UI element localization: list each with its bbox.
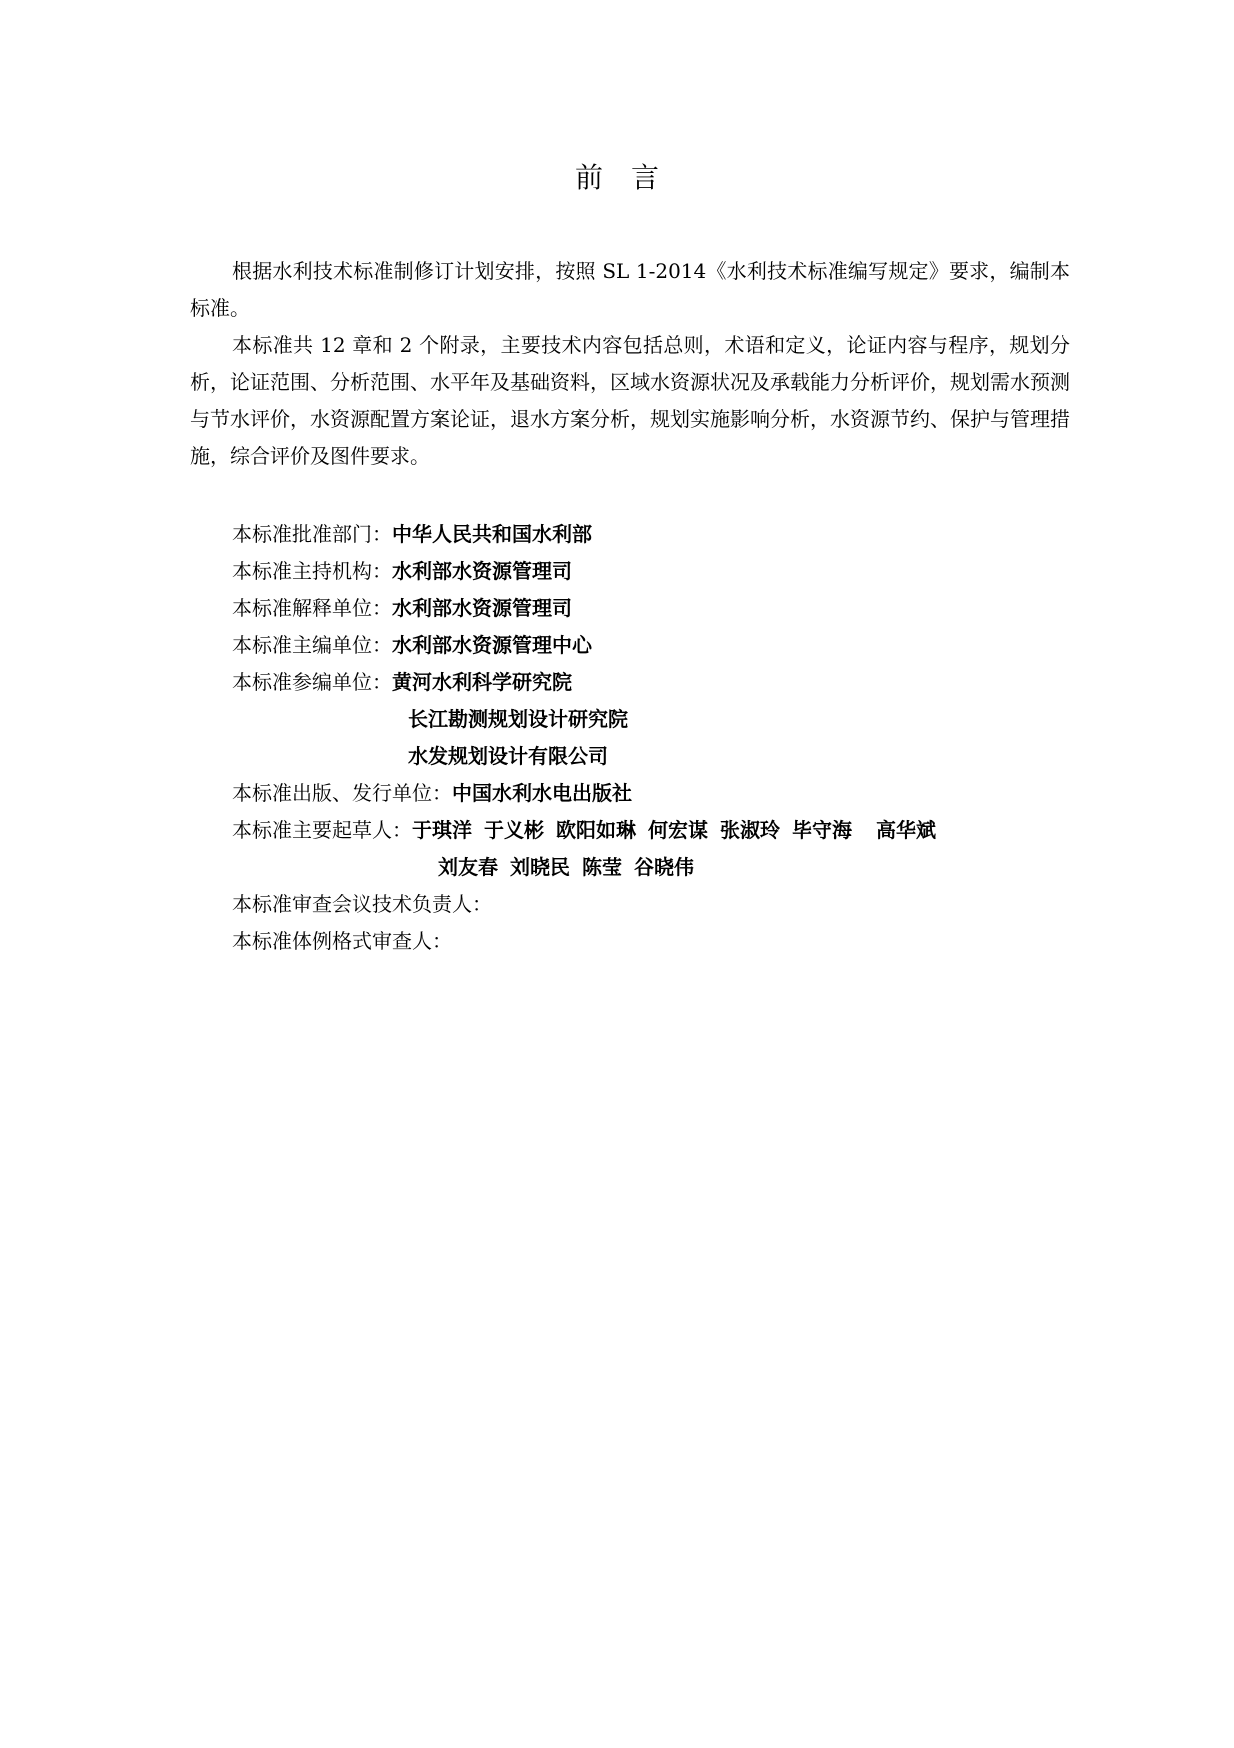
- drafter-name: 谷晓伟: [634, 855, 694, 879]
- paragraph-1: 根据水利技术标准制修订计划安排，按照 SL 1-2014《水利技术标准编写规定》要求，编制本标准。: [190, 259, 1070, 320]
- drafter-name: 张淑玲: [720, 818, 780, 842]
- participants-row-3: [232, 738, 1112, 775]
- interpret-value: 水利部水资源管理司: [392, 596, 572, 620]
- chief-label: 本标准主编单位：: [232, 633, 392, 657]
- drafter-name: 高华斌: [876, 818, 936, 842]
- drafter-name: 欧阳如琳: [556, 818, 636, 842]
- publisher-value: 中国水利水电出版社: [452, 781, 632, 805]
- participant-2: 长江勘测规划设计研究院: [408, 707, 628, 731]
- drafters-label: 本标准主要起草人：: [232, 818, 412, 842]
- review-format-label: 本标准体例格式审查人：: [232, 929, 452, 953]
- review-tech-label: 本标准审查会议技术负责人：: [232, 892, 492, 916]
- participant-1: 黄河水利科学研究院: [392, 670, 572, 694]
- participants-row-2: [232, 701, 1112, 738]
- drafter-name: 于义彬: [484, 818, 544, 842]
- host-label: 本标准主持机构：: [232, 559, 392, 583]
- approval-label: 本标准批准部门：: [232, 522, 392, 546]
- drafter-name: 于琪洋: [412, 818, 472, 842]
- chief-value: 水利部水资源管理中心: [392, 633, 592, 657]
- participants-row: [232, 664, 1112, 701]
- participant-3: 水发规划设计有限公司: [408, 744, 608, 768]
- chief-row: [232, 627, 1112, 664]
- drafter-name: 刘友春: [438, 855, 498, 879]
- drafter-name: 何宏谋: [648, 818, 708, 842]
- drafter-name: 刘晓民: [510, 855, 570, 879]
- publisher-label: 本标准出版、发行单位：: [232, 781, 452, 805]
- host-value: 水利部水资源管理司: [392, 559, 572, 583]
- drafter-name: 陈莹: [582, 855, 622, 879]
- drafters-row-2: [232, 849, 1112, 886]
- interpret-label: 本标准解释单位：: [232, 596, 392, 620]
- standard-info: [232, 516, 1112, 960]
- review-format-row: [232, 923, 1112, 960]
- participants-label: 本标准参编单位：: [232, 670, 392, 694]
- drafters-row: [232, 812, 1112, 849]
- interpret-row: [232, 590, 1112, 627]
- host-row: [232, 553, 1112, 590]
- drafter-name: 毕守海: [792, 818, 852, 842]
- page-title: 前言: [574, 161, 687, 194]
- review-tech-row: [232, 886, 1112, 923]
- approval-row: [232, 516, 1112, 553]
- approval-value: 中华人民共和国水利部: [392, 522, 592, 546]
- preface-body: [190, 253, 1070, 475]
- publisher-row: [232, 775, 1112, 812]
- paragraph-2: 本标准共 12 章和 2 个附录，主要技术内容包括总则，术语和定义，论证内容与程序，规划分析，论证范围、分析范围、水平年及基础资料，区域水资源状况及承载能力分析评价，规划需水预测与节水评价，水资源配置方案论证，退水方案分析，规划实施影响分析，水资源节约、保护与管理措施，综合评价及图件要求。: [190, 333, 1070, 468]
